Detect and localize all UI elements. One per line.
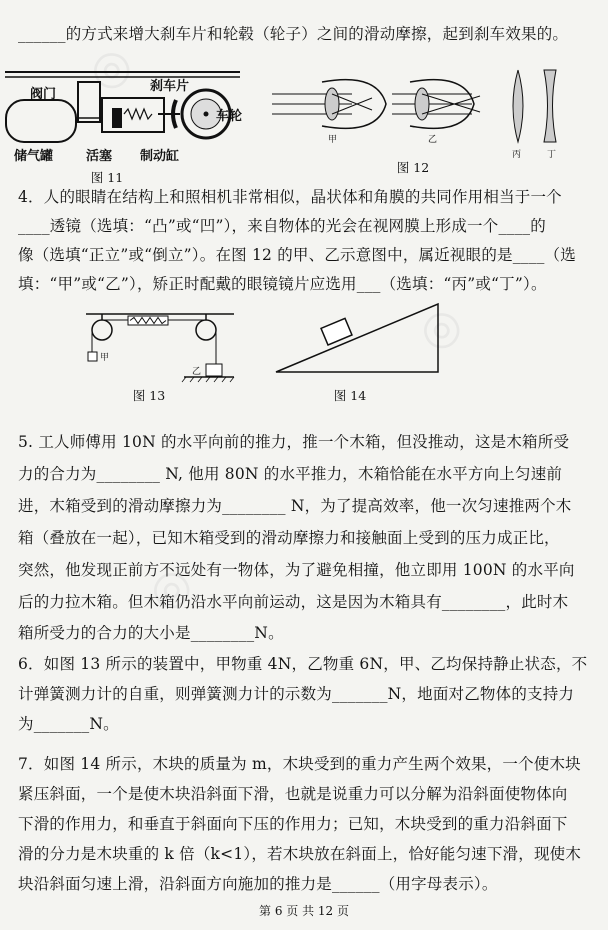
- fig11-piston-label: 活塞: [86, 149, 113, 164]
- fig13-yi-label: 乙: [192, 367, 202, 377]
- q6-line-2: 计弹簧测力计的自重，则弹簧测力计的示数为_______N，地面对乙物体的支持力: [18, 685, 575, 703]
- q5-line-5: 突然，他发现正前方不远处有一物体，为了避免相撞，他立即用 100N 的水平向: [18, 561, 575, 579]
- watermark: ◎: [410, 294, 470, 360]
- q6-line-3: 为_______N。: [18, 715, 119, 733]
- fig12-caption: 图 12: [396, 160, 430, 175]
- fig12-eye-yi: [392, 80, 480, 145]
- fig13-jia-label: 甲: [100, 353, 110, 363]
- q7-line-5: 块沿斜面匀速上滑，沿斜面方向施加的推力是______（用字母表示）。: [18, 875, 498, 893]
- page-footer: 第 6 页 共 12 页: [259, 904, 349, 918]
- q7-line-2: 紧压斜面，一个是使木块沿斜面下滑，也就是说重力可以分解为沿斜面使物体向: [18, 785, 568, 803]
- fig11-caption: 图 11: [90, 170, 124, 185]
- q5-line-2: 力的合力为________ N, 他用 80N 的水平推力，木箱恰能在水平方向上匀速前: [18, 465, 563, 483]
- fig11-wheel-label: 车轮: [216, 109, 243, 124]
- fig11-tank-label: 储气罐: [14, 149, 54, 164]
- q5-line-3: 进，木箱受到的滑动摩擦力为________ N，为了提高效率，他一次匀速推两个木: [18, 497, 572, 515]
- q4-line-3: 像（选填“正立”或“倒立”）。在图 12 的甲、乙示意图中，属近视眼的是____（选: [18, 246, 576, 264]
- figure-12: [262, 62, 592, 162]
- watermark: ◎: [80, 34, 140, 100]
- fig11-cylinder-label: 制动缸: [140, 149, 180, 164]
- fig12-jia-label: 甲: [328, 135, 338, 145]
- fig12-ding-label: 丁: [547, 150, 557, 160]
- fig11-valve-label: 阀门: [30, 87, 57, 102]
- fig13-caption: 图 13: [132, 388, 166, 403]
- q7-line-1: 7．如图 14 所示，木块的质量为 m，木块受到的重力产生两个效果，一个使木块: [18, 755, 581, 773]
- q6-line-1: 6．如图 13 所示的装置中，甲物重 4N，乙物重 6N，甲、乙均保持静止状态，不: [18, 655, 588, 673]
- q5-line-7: 箱所受力的合力的大小是________N。: [18, 624, 284, 642]
- top-line-text: 的方式来增大刹车片和轮毂（轮子）之间的滑动摩擦，起到刹车效果的。: [65, 25, 569, 43]
- q7-line-4: 滑的分力是木块重的 k 倍（k<1），若木块放在斜面上，恰好能匀速下滑，现使木: [18, 845, 582, 863]
- fig12-lens-ding: [544, 70, 556, 160]
- top-line-blank: ______: [18, 25, 66, 43]
- q5-line-4: 箱（叠放在一起），已知木箱受到的滑动摩擦力和接触面上受到的压力成正比，: [18, 529, 560, 547]
- figure-11: [0, 62, 245, 164]
- top-line: [18, 24, 590, 44]
- q4-line-2: ____透镜（选填：“凸”或“凹”），来自物体的光会在视网膜上形成一个____的: [18, 217, 546, 235]
- q7-line-3: 下滑的作用力，和垂直于斜面向下压的作用力；已知，木块受到的重力沿斜面下: [18, 815, 568, 833]
- fig12-bing-label: 丙: [512, 150, 522, 160]
- fig12-lens-bing: [512, 70, 523, 160]
- figure-14: [270, 300, 445, 380]
- q4-line-1: 4．人的眼睛在结构上和照相机非常相似，晶状体和角膜的共同作用相当于一个: [18, 188, 562, 206]
- fig11-brake-pad-label: 刹车片: [150, 79, 190, 94]
- fig12-eye-jia: [272, 80, 386, 145]
- figure-13: [80, 308, 240, 386]
- watermark: ◎: [140, 554, 200, 620]
- q5-line-6: 后的力拉木箱。但木箱仍沿水平向前运动，这是因为木箱具有________，此时木: [18, 593, 569, 611]
- fig12-yi-label: 乙: [428, 135, 438, 145]
- q5-line-1: 5. 工人师傅用 10N 的水平向前的推力，推一个木箱，但没推动，这是木箱所受: [18, 433, 570, 451]
- q4-line-4: 填：“甲”或“乙”），矫正时配戴的眼镜镜片应选用___（选填：“丙”或“丁”）。: [18, 275, 547, 293]
- fig14-caption: 图 14: [333, 388, 367, 403]
